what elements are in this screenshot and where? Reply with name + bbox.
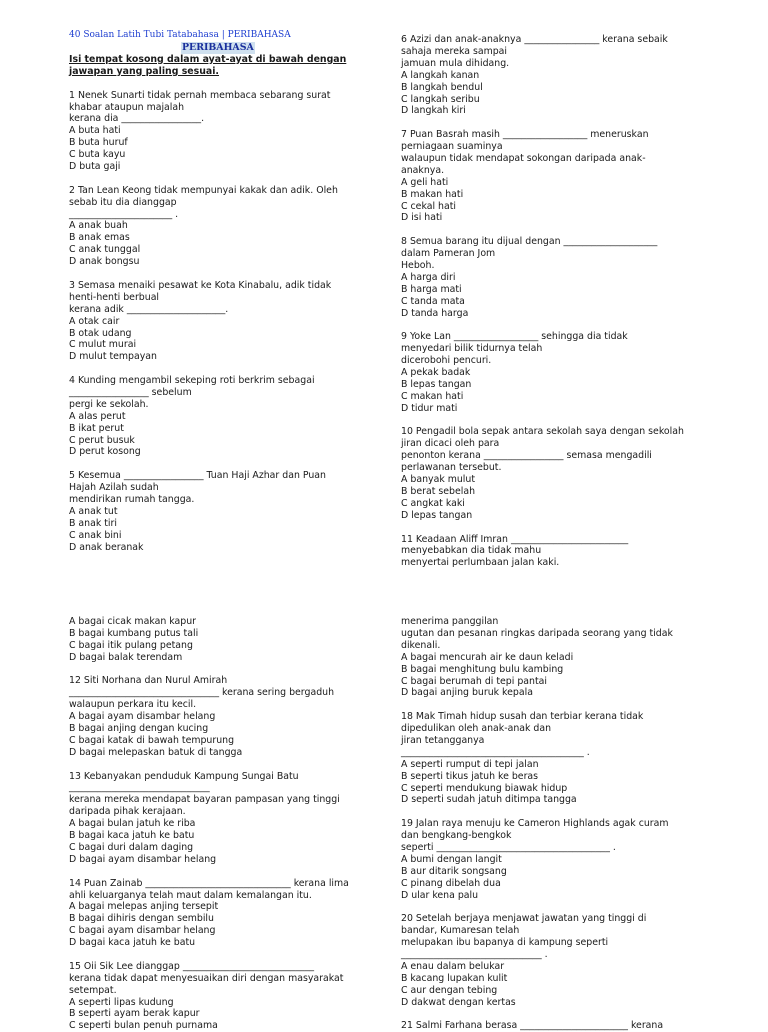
question-block bbox=[401, 534, 701, 570]
question-line: B kacang lupakan kulit bbox=[401, 972, 508, 984]
question-text: 18 Mak Timah hidup susah dan terbiar kerana tidak bbox=[401, 711, 644, 723]
question-line: khabar ataupun majalah bbox=[69, 101, 185, 113]
question-block bbox=[69, 675, 369, 758]
question-block bbox=[69, 185, 369, 268]
question-line: dan bengkang-bengkok bbox=[401, 830, 512, 842]
question-text: 15 Oii Sik Lee dianggap ____________________________ bbox=[69, 960, 315, 972]
question-text: 11 Keadaan Aliff Imran _________________________ bbox=[401, 533, 629, 545]
column-left-top bbox=[69, 30, 369, 554]
question-line: D ular kena palu bbox=[401, 889, 479, 901]
question-block bbox=[401, 711, 701, 806]
question-line: _________________ sebelum bbox=[69, 386, 192, 398]
question-line: B bagai kaca jatuh ke batu bbox=[69, 830, 195, 842]
question-line: pergi ke sekolah. bbox=[69, 398, 149, 410]
question-line: D tidur mati bbox=[401, 402, 458, 414]
question-block bbox=[401, 616, 701, 699]
question-text: 10 Pengadil bola sepak antara sekolah saya dengan sekolah bbox=[401, 426, 684, 438]
question-line: D langkah kiri bbox=[401, 105, 466, 117]
question-line: B seperti tikus jatuh ke beras bbox=[401, 770, 539, 782]
question-line: A seperti rumput di tepi jalan bbox=[401, 758, 539, 770]
question-line: menyedari bilik tidurnya telah bbox=[401, 343, 543, 355]
question-line: walaupun perkara itu kecil. bbox=[69, 699, 197, 711]
question-line: D bagai ayam disambar helang bbox=[69, 853, 217, 865]
question-line: C cekal hati bbox=[401, 200, 457, 212]
question-block bbox=[401, 818, 701, 901]
instruction-line-2: jawapan yang paling sesuai. bbox=[69, 65, 219, 77]
question-line: A bumi dengan langit bbox=[401, 853, 502, 865]
question-block bbox=[401, 236, 701, 319]
question-line: Heboh. bbox=[401, 260, 435, 271]
question-line: A anak tut bbox=[69, 505, 118, 517]
header-link[interactable]: 40 Soalan Latih Tubi Tatabahasa | PERIBAHASA bbox=[69, 30, 291, 40]
question-line: A geli hati bbox=[401, 176, 449, 188]
question-line: melupakan ibu bapanya di kampung seperti bbox=[401, 937, 609, 949]
question-line: C anak bini bbox=[69, 529, 122, 541]
question-line: walaupun tidak mendapat sokongan daripada anak- bbox=[401, 152, 646, 164]
question-text: 1 Nenek Sunarti tidak pernah membaca sebarang surat bbox=[69, 89, 331, 101]
question-line: D dakwat dengan kertas bbox=[401, 996, 516, 1008]
question-line: C langkah seribu bbox=[401, 93, 480, 105]
question-block bbox=[69, 878, 369, 949]
question-line: B langkah bendul bbox=[401, 81, 483, 93]
question-line: D perut kosong bbox=[69, 446, 141, 458]
question-list bbox=[69, 90, 369, 554]
question-text: 4 Kunding mengambil sekeping roti berkrim sebagai bbox=[69, 375, 315, 387]
question-block bbox=[401, 1020, 701, 1032]
question-block bbox=[69, 280, 369, 363]
question-line: C bagai katak di bawah tempurung bbox=[69, 734, 235, 746]
question-line: C seperti bulan penuh purnama bbox=[69, 1020, 218, 1032]
question-line: C aur dengan tebing bbox=[401, 984, 498, 996]
question-line: B bagai kumbang putus tali bbox=[69, 627, 199, 639]
question-line: jiran dicaci oleh para bbox=[401, 438, 500, 450]
question-block bbox=[69, 961, 369, 1032]
question-line: dicerobohi pencuri. bbox=[401, 355, 492, 367]
question-line: A bagai ayam disambar helang bbox=[69, 711, 216, 723]
question-line: C pinang dibelah dua bbox=[401, 877, 501, 889]
question-line: ______________________ . bbox=[69, 208, 179, 220]
question-line: A langkah kanan bbox=[401, 69, 480, 81]
column-left-bottom bbox=[69, 616, 369, 1032]
question-line: Hajah Azilah sudah bbox=[69, 482, 159, 494]
question-text: 9 Yoke Lan __________________ sehingga dia tidak bbox=[401, 331, 628, 343]
question-line: A otak cair bbox=[69, 315, 120, 327]
question-line: penonton kerana _________________ semasa mengadili bbox=[401, 450, 652, 462]
column-right-bottom bbox=[401, 616, 701, 1032]
question-line: D seperti sudah jatuh ditimpa tangga bbox=[401, 794, 577, 806]
question-line: kerana tidak dapat menyesuaikan diri dengan masyarakat bbox=[69, 972, 344, 984]
question-line: B bagai menghitung bulu kambing bbox=[401, 663, 564, 675]
question-block bbox=[401, 426, 701, 521]
question-line: menyebabkan dia tidak mahu bbox=[401, 545, 542, 557]
question-list bbox=[401, 34, 701, 569]
question-line: C makan hati bbox=[401, 390, 464, 402]
question-line: B makan hati bbox=[401, 188, 464, 200]
question-line: bandar, Kumaresan telah bbox=[401, 925, 520, 937]
question-line: D lepas tangan bbox=[401, 509, 473, 521]
question-line: perniagaan suaminya bbox=[401, 141, 503, 153]
question-line: seperti _____________________________________ . bbox=[401, 842, 616, 853]
question-text: 8 Semua barang itu dijual dengan ____________________ bbox=[401, 236, 658, 248]
question-block bbox=[401, 913, 701, 1008]
question-line: anaknya. bbox=[401, 164, 445, 176]
question-line: D mulut tempayan bbox=[69, 351, 157, 363]
question-line: kerana mereka mendapat bayaran pampasan yang tinggi bbox=[69, 794, 340, 806]
question-line: A enau dalam belukar bbox=[401, 960, 505, 972]
question-line: dalam Pameran Jom bbox=[401, 248, 496, 260]
question-line: A bagai melepas anjing tersepit bbox=[69, 901, 219, 913]
question-line: C bagai itik pulang petang bbox=[69, 639, 193, 651]
question-text: 2 Tan Lean Keong tidak mempunyai kakak dan adik. Oleh bbox=[69, 184, 338, 196]
question-line: A bagai mencurah air ke daun keladi bbox=[401, 651, 574, 663]
question-line: D bagai melepaskan batuk di tangga bbox=[69, 746, 243, 758]
question-text: 6 Azizi dan anak-anaknya ________________ kerana sebaik bbox=[401, 34, 668, 45]
question-line: perlawanan tersebut. bbox=[401, 462, 502, 474]
question-line: sebab itu dia dianggap bbox=[69, 196, 177, 208]
question-block bbox=[69, 771, 369, 866]
question-line: B ikat perut bbox=[69, 422, 124, 434]
question-line: A banyak mulut bbox=[401, 474, 476, 486]
question-block bbox=[69, 90, 369, 173]
question-line: B bagai anjing dengan kucing bbox=[69, 723, 209, 735]
question-text: 19 Jalan raya menuju ke Cameron Highlands agak curam bbox=[401, 818, 669, 830]
question-line: D isi hati bbox=[401, 212, 443, 224]
question-block bbox=[69, 616, 369, 664]
question-line: B lepas tangan bbox=[401, 378, 472, 390]
question-line: B harga mati bbox=[401, 283, 462, 295]
question-line: B aur ditarik songsang bbox=[401, 865, 507, 877]
question-line: C bagai berumah di tepi pantai bbox=[401, 675, 547, 687]
question-line: D bagai anjing buruk kepala bbox=[401, 687, 533, 699]
question-line: ugutan dan pesanan ringkas daripada seorang yang tidak bbox=[401, 627, 673, 639]
question-text: 5 Kesemua _________________ Tuan Haji Azhar dan Puan bbox=[69, 470, 326, 482]
question-line: mendirikan rumah tangga. bbox=[69, 494, 195, 505]
question-text: 7 Puan Basrah masih __________________ meneruskan bbox=[401, 129, 649, 141]
question-line: B anak emas bbox=[69, 232, 130, 244]
question-line: ________________________________ kerana sering bergaduh bbox=[69, 687, 335, 699]
question-text: 21 Salmi Farhana berasa _______________________ kerana bbox=[401, 1020, 664, 1032]
question-line: D anak beranak bbox=[69, 541, 144, 553]
question-line: kerana dia _________________. bbox=[69, 113, 205, 125]
question-line: C mulut murai bbox=[69, 339, 137, 351]
question-line: C bagai ayam disambar helang bbox=[69, 925, 216, 937]
question-line: A alas perut bbox=[69, 410, 126, 422]
question-text: 14 Puan Zainab _______________________________ kerana lima bbox=[69, 877, 349, 889]
question-line: C seperti mendukung biawak hidup bbox=[401, 782, 568, 794]
question-block bbox=[401, 331, 701, 414]
question-text: menerima panggilan bbox=[401, 616, 499, 627]
question-list bbox=[69, 616, 369, 1032]
question-line: C anak tunggal bbox=[69, 244, 141, 256]
question-line: B berat sebelah bbox=[401, 486, 476, 497]
question-text: 3 Semasa menaiki pesawat ke Kota Kinabalu, adik tidak bbox=[69, 279, 332, 291]
question-line: C bagai duri dalam daging bbox=[69, 842, 194, 853]
question-line: D tanda harga bbox=[401, 307, 469, 319]
page-title: PERIBAHASA bbox=[182, 41, 254, 53]
question-line: D bagai kaca jatuh ke batu bbox=[69, 937, 196, 949]
question-block bbox=[69, 470, 369, 553]
question-line: A seperti lipas kudung bbox=[69, 996, 174, 1008]
question-line: ______________________________ . bbox=[401, 949, 548, 961]
question-line: dikenali. bbox=[401, 639, 441, 651]
question-block bbox=[401, 129, 701, 224]
question-line: B bagai dihiris dengan sembilu bbox=[69, 913, 214, 925]
question-line: sahaja mereka sampai bbox=[401, 45, 508, 57]
question-line: A pekak badak bbox=[401, 367, 471, 379]
question-line: menyertai perlumbaan jalan kaki. bbox=[401, 557, 560, 569]
question-line: dipedulikan oleh anak-anak dan bbox=[401, 723, 552, 735]
question-line: jiran tetangganya bbox=[401, 734, 485, 746]
question-line: henti-henti berbual bbox=[69, 291, 160, 303]
column-right-top bbox=[401, 34, 701, 569]
question-line: ahli keluarganya telah maut dalam kemalangan itu. bbox=[69, 889, 312, 901]
question-line: setempat. bbox=[69, 984, 117, 996]
question-line: C buta kayu bbox=[69, 149, 126, 161]
question-line: D buta gaji bbox=[69, 161, 121, 173]
question-block bbox=[401, 34, 701, 117]
question-line: B anak tiri bbox=[69, 517, 117, 529]
question-line: A harga diri bbox=[401, 271, 456, 283]
question-line: C tanda mata bbox=[401, 295, 465, 307]
question-line: A bagai bulan jatuh ke riba bbox=[69, 818, 196, 830]
question-line: D anak bongsu bbox=[69, 256, 140, 268]
question-line: D bagai balak terendam bbox=[69, 651, 183, 663]
question-list bbox=[401, 616, 701, 1032]
instruction-line-1: Isi tempat kosong dalam ayat-ayat di bawah dengan bbox=[69, 53, 347, 65]
question-line: C perut busuk bbox=[69, 434, 135, 446]
question-line: daripada pihak kerajaan. bbox=[69, 806, 186, 818]
question-line: jamuan mula dihidang. bbox=[401, 57, 510, 69]
question-line: C angkat kaki bbox=[401, 497, 465, 509]
question-text: 20 Setelah berjaya menjawat jawatan yang tinggi di bbox=[401, 913, 647, 925]
question-line: B seperti ayam berak kapur bbox=[69, 1008, 200, 1020]
question-line: B buta huruf bbox=[69, 137, 128, 149]
question-line: B otak udang bbox=[69, 327, 132, 339]
question-line: _______________________________________ . bbox=[401, 746, 590, 758]
question-block bbox=[69, 375, 369, 458]
question-text: 13 Kebanyakan penduduk Kampung Sungai Batu bbox=[69, 770, 299, 782]
question-line: A anak buah bbox=[69, 220, 128, 232]
question-text: A bagai cicak makan kapur bbox=[69, 616, 197, 627]
question-line: ______________________________ bbox=[69, 782, 210, 794]
question-line: kerana adik _____________________. bbox=[69, 303, 229, 315]
question-line: A buta hati bbox=[69, 125, 121, 137]
question-text: 12 Siti Norhana dan Nurul Amirah bbox=[69, 675, 228, 687]
